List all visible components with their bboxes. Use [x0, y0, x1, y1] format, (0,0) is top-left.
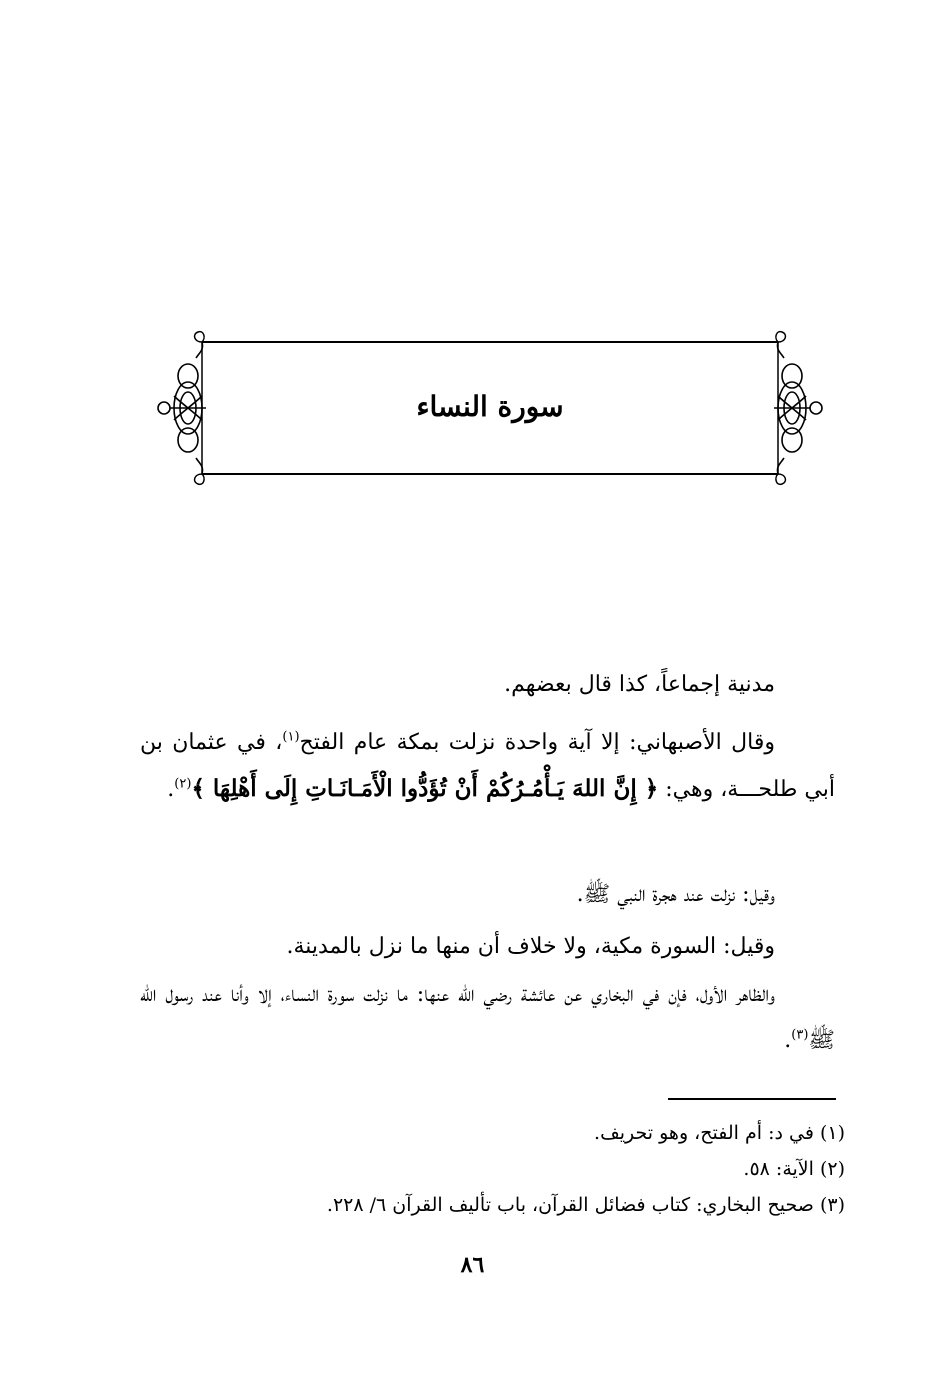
body-paragraph-3 [140, 872, 835, 918]
footnote-ref-3[interactable]: (٣) [791, 1027, 809, 1043]
footnote-1: (١) في د: أم الفتح، وهو تحريف. [594, 1122, 845, 1144]
body-paragraph-5 [140, 972, 835, 1064]
paragraph-text: وقيل: نزلت عند هجرة النبي ﷺ. [576, 882, 775, 907]
paragraph-text [140, 720, 835, 813]
paragraph-segment: ، في عثمان بن أبي طلحـــة، وهي: [140, 730, 835, 802]
footnote-separator [668, 1098, 836, 1100]
paragraph-segment: . [167, 777, 175, 802]
body-paragraph-4 [140, 924, 835, 970]
surah-title: سورة النساء [416, 390, 564, 423]
footnote-3: (٣) صحيح البخاري: كتاب فضائل القرآن، باب تأليف القرآن ٦/ ٢٢٨. [326, 1194, 845, 1216]
footnote-ref-2[interactable]: (٢) [174, 776, 192, 792]
surah-title-frame [150, 328, 830, 488]
paragraph-text: وقيل: السورة مكية، ولا خلاف أن منها ما نزل بالمدينة. [286, 934, 775, 959]
footnotes [140, 1115, 845, 1223]
paragraph-segment: والظاهر الأول، فإن في البخاري عن عائشة رضي الله عنها: ما نزلت سورة النساء، إلا وأنا عند رسول الله ﷺ [140, 982, 835, 1053]
paragraph-segment: . [784, 1028, 792, 1053]
paragraph-text [140, 972, 835, 1064]
footnote-2: (٢) الآية: ٥٨. [743, 1158, 845, 1180]
page-number: ٨٦ [460, 1252, 485, 1278]
paragraph-text: مدنية إجماعاً، كذا قال بعضهم. [504, 672, 775, 697]
body-paragraph-2 [140, 720, 835, 813]
paragraph-segment: وقال الأصبهاني: إلا آية واحدة نزلت بمكة عام الفتح [299, 730, 775, 755]
footnote-ref-1[interactable]: (١) [282, 729, 300, 745]
body-paragraph-1 [140, 662, 835, 708]
quran-verse: ﴿ إِنَّ اللهَ يَـأْمُـرُكُمْ أَنْ تُؤَدُّوا الْأَمَـانَـاتِ إِلَى أَهْلِهَا ﴾ [191, 775, 659, 802]
